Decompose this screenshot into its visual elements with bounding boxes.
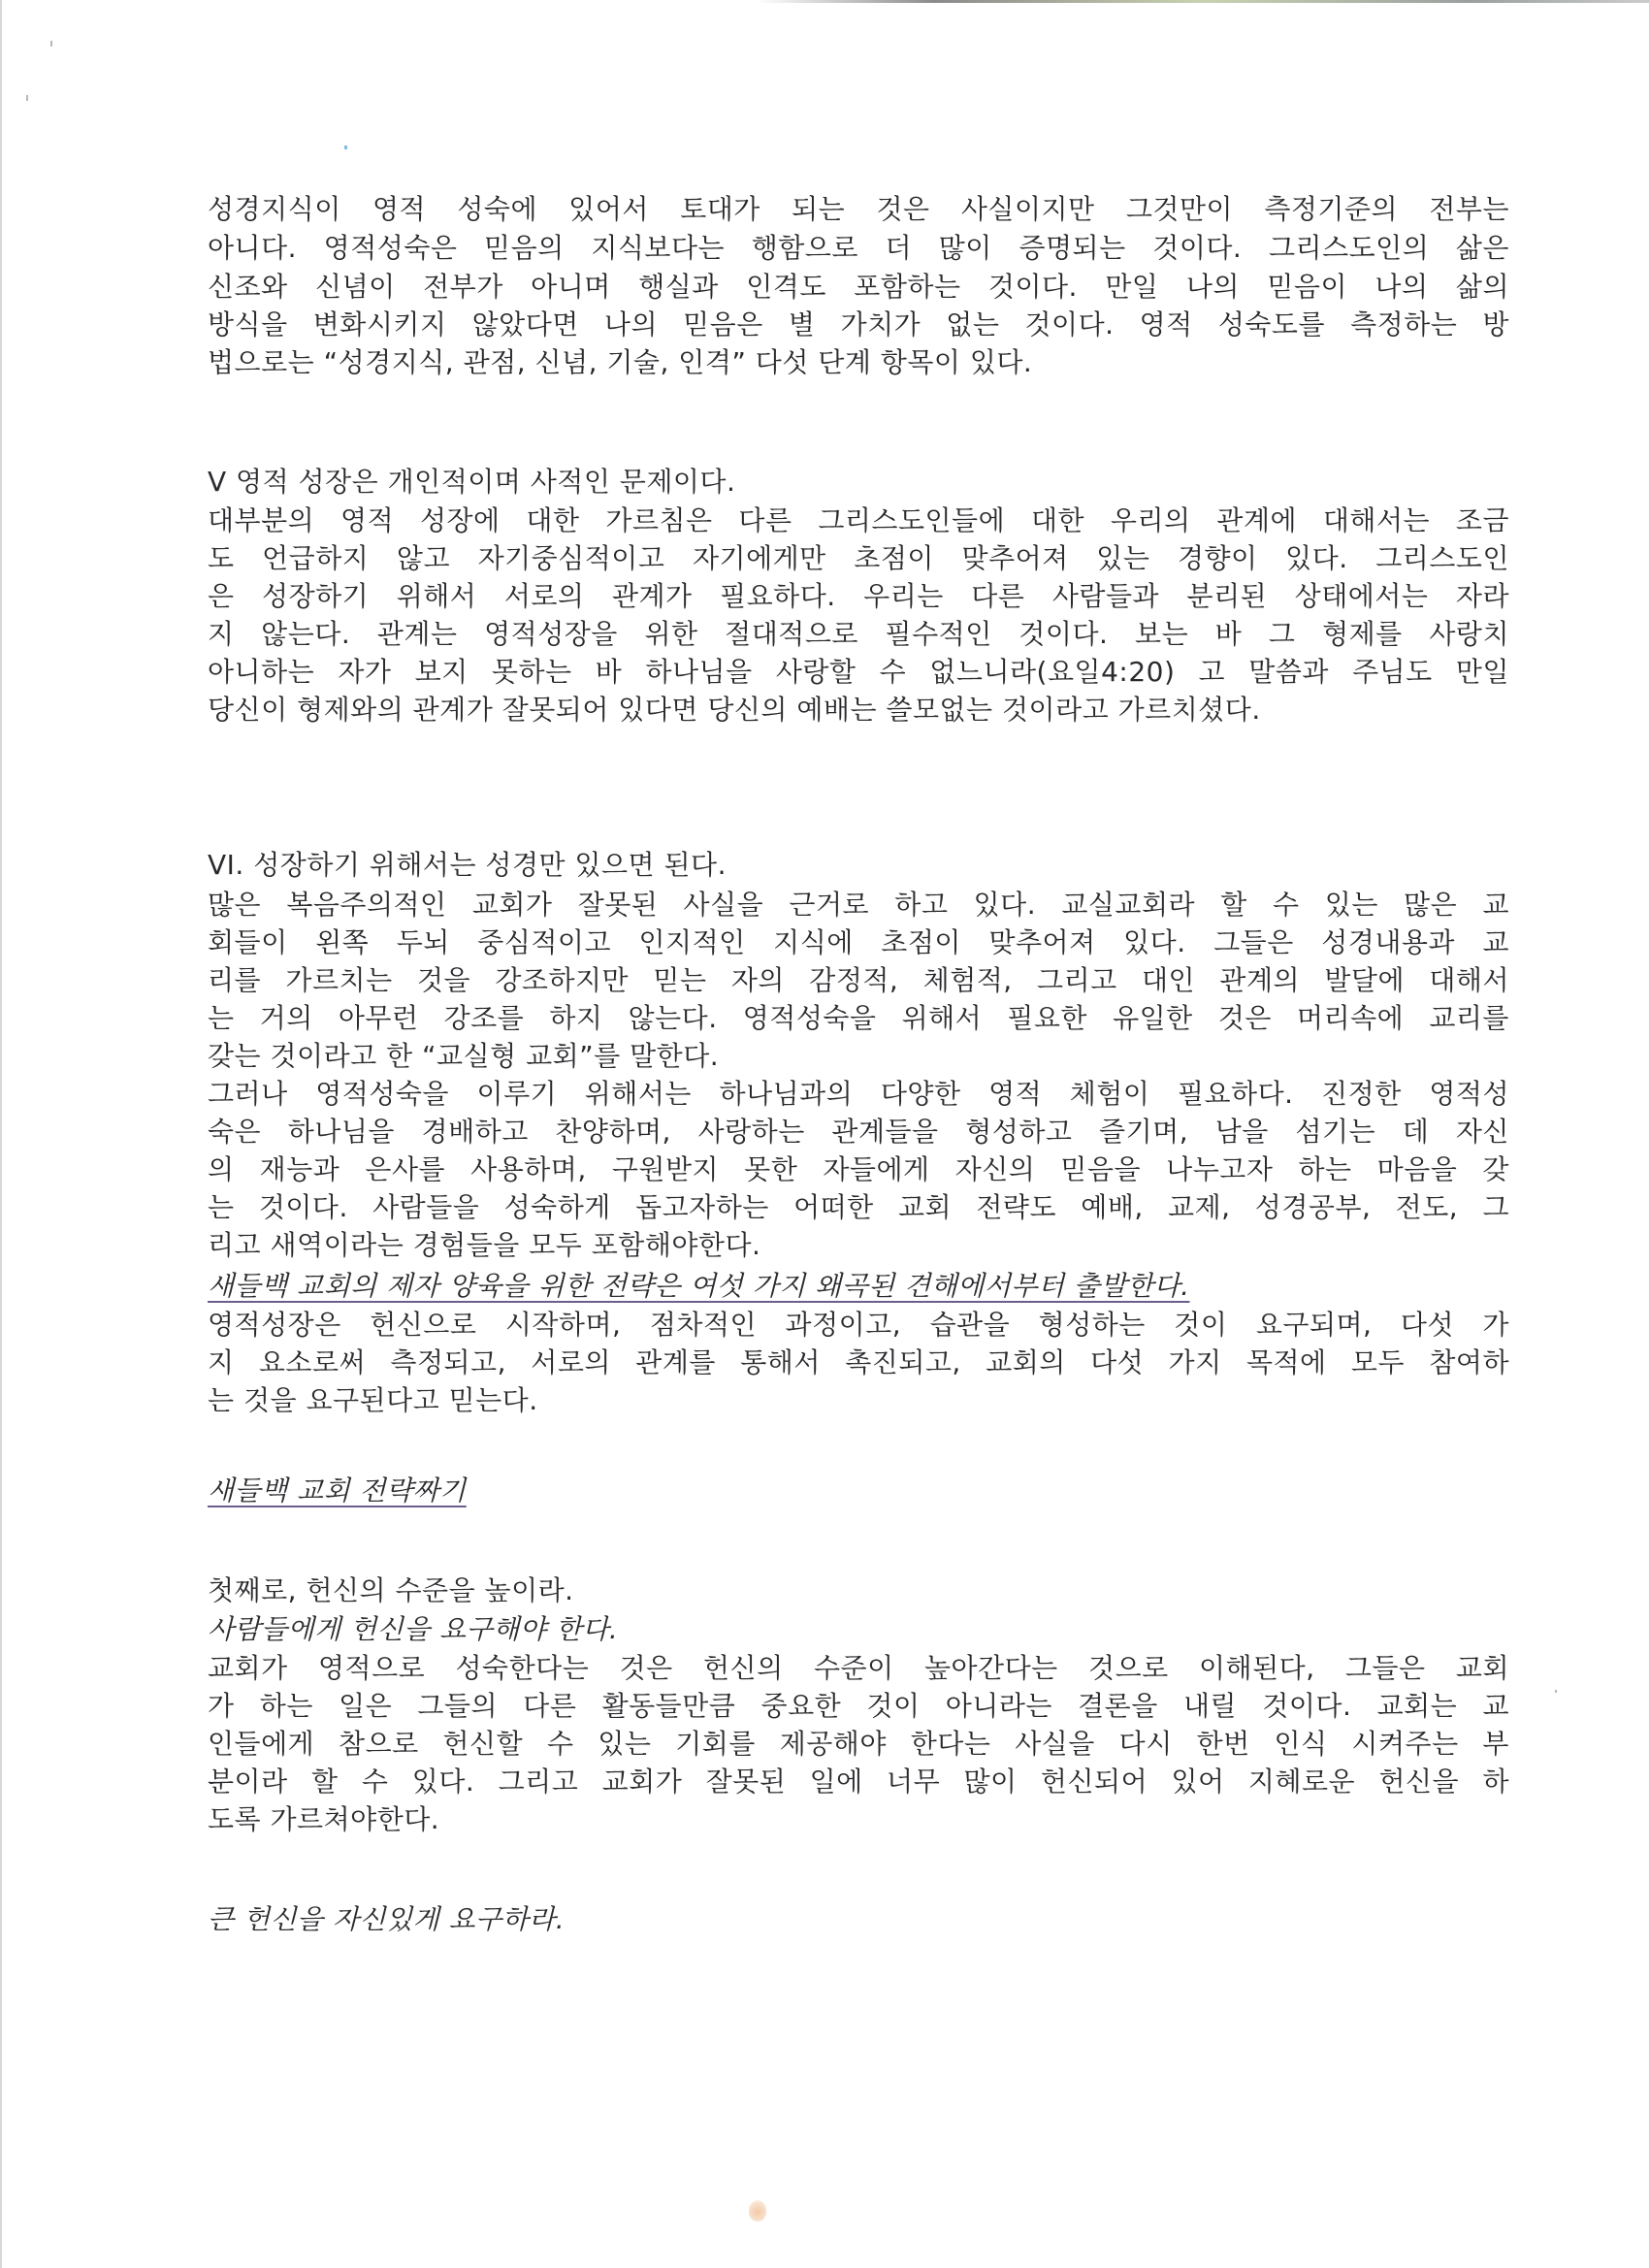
text-line: 성경지식이 영적 성숙에 있어서 토대가 되는 것은 사실이지만 그것만이 측정기준의 전부는	[208, 193, 1509, 225]
text-line: 아니하는 자가 보지 못하는 바 하나님을 사랑할 수 없느니라(요일4:20) 고 말씀과 주님도 만일	[208, 656, 1509, 688]
text-line: 은 성장하기 위해서 서로의 관계가 필요하다. 우리는 다른 사람들과 분리된 상태에서는 자라	[208, 580, 1509, 612]
text-line: 가 하는 일은 그들의 다른 활동들만큼 중요한 것이 아니라는 결론을 내릴 것이다. 교회는 교	[208, 1690, 1509, 1722]
text-line: 영적성장은 헌신으로 시작하며, 점차적인 과정이고, 습관을 형성하는 것이 요구되며, 다섯 가	[208, 1309, 1509, 1341]
text-line: 는 거의 아무런 강조를 하지 않는다. 영적성숙을 위해서 필요한 유일한 것은 머리속에 교리를	[208, 1002, 1509, 1034]
text-line: 갖는 것이라고 한 “교실형 교회”를 말한다.	[208, 1040, 720, 1072]
text-line: 숙은 하나님을 경배하고 찬양하며, 사랑하는 관계들을 형성하고 즐기며, 남을 섬기는 데 자신	[208, 1116, 1509, 1148]
scan-edge-left	[0, 0, 2, 2268]
text-line: 법으로는 “성경지식, 관점, 신념, 기술, 인격” 다섯 단계 항목이 있다.	[208, 346, 1033, 378]
scan-speck	[50, 41, 52, 47]
emphasis-text: 새들백 교회의 제자 양육을 위한 전략은 여섯 가지 왜곡된 견해에서부터 출발한다.	[208, 1270, 1190, 1302]
text-line: 는 것이다. 사람들을 성숙하게 돕고자하는 어떠한 교회 전략도 예배, 교제, 성경공부, 전도, 그	[208, 1191, 1509, 1223]
text-line: 도록 가르쳐야한다.	[208, 1803, 440, 1835]
closing-line: 큰 헌신을 자신있게 요구하라.	[208, 1903, 566, 1935]
text-line: 신조와 신념이 전부가 아니며 행실과 인격도 포함하는 것이다. 만일 나의 믿음이 나의 삶의	[208, 271, 1509, 303]
text-line: 지 요소로써 측정되고, 서로의 관계를 통해서 촉진되고, 교회의 다섯 가지 목적에 모두 참여하	[208, 1346, 1509, 1378]
text-line: 당신이 형제와의 관계가 잘못되어 있다면 당신의 예배는 쓸모없는 것이라고 가르치셨다.	[208, 694, 1261, 726]
text-line: 리를 가르치는 것을 강조하지만 믿는 자의 감정적, 체험적, 그리고 대인 관계의 발달에 대해서	[208, 964, 1509, 996]
text-line: 도 언급하지 않고 자기중심적이고 자기에게만 초점이 맞추어져 있는 경향이 있다. 그리스도인	[208, 542, 1509, 574]
section-heading: 첫째로, 헌신의 수준을 높이라.	[208, 1574, 574, 1606]
scan-edge-top	[757, 0, 1649, 3]
text-line: 리고 새역이라는 경험들을 모두 포함해야한다.	[208, 1229, 761, 1261]
strategy-title-line	[208, 1472, 1509, 1510]
emphasis-line	[208, 1267, 1509, 1306]
section-heading: VI. 성장하기 위해서는 성경만 있으면 된다.	[208, 849, 727, 881]
text-line: 많은 복음주의적인 교회가 잘못된 사실을 근거로 하고 있다. 교실교회라 할 수 있는 많은 교	[208, 889, 1509, 921]
text-line: 는 것을 요구된다고 믿는다.	[208, 1384, 538, 1416]
scan-speck	[1555, 1690, 1557, 1693]
section-heading: V 영적 성장은 개인적이며 사적인 문제이다.	[208, 466, 736, 498]
text-line: 그러나 영적성숙을 이루기 위해서는 하나님과의 다양한 영적 체험이 필요하다. 진정한 영적성	[208, 1078, 1509, 1110]
text-line: 인들에게 참으로 헌신할 수 있는 기회를 제공해야 한다는 사실을 다시 한번 인식 시켜주는 부	[208, 1728, 1509, 1760]
subheading: 사람들에게 헌신을 요구해야 한다.	[208, 1613, 619, 1645]
scan-speck	[26, 95, 28, 101]
scan-speck	[344, 146, 347, 149]
text-line: 지 않는다. 관계는 영적성장을 위한 절대적으로 필수적인 것이다. 보는 바 그 형제를 사랑치	[208, 618, 1509, 650]
text-line: 방식을 변화시키지 않았다면 나의 믿음은 별 가치가 없는 것이다. 영적 성숙도를 측정하는 방	[208, 308, 1509, 340]
scan-stain	[749, 2200, 766, 2221]
text-line: 회들이 왼쪽 두뇌 중심적이고 인지적인 지식에 초점이 맞추어져 있다. 그들은 성경내용과 교	[208, 926, 1509, 958]
text-line: 대부분의 영적 성장에 대한 가르침은 다른 그리스도인들에 대한 우리의 관계에 대해서는 조금	[208, 504, 1509, 536]
text-line: 아니다. 영적성숙은 믿음의 지식보다는 행함으로 더 많이 증명되는 것이다. 그리스도인의 삶은	[208, 232, 1509, 264]
text-line: 의 재능과 은사를 사용하며, 구원받지 못한 자들에게 자신의 믿음을 나누고자 하는 마음을 갖	[208, 1153, 1509, 1185]
text-line: 교회가 영적으로 성숙한다는 것은 헌신의 수준이 높아간다는 것으로 이해된다, 그들은 교회	[208, 1652, 1509, 1684]
text-line: 분이라 할 수 있다. 그리고 교회가 잘못된 일에 너무 많이 헌신되어 있어 지혜로운 헌신을 하	[208, 1766, 1509, 1798]
strategy-title: 새들백 교회 전략짜기	[208, 1474, 467, 1507]
